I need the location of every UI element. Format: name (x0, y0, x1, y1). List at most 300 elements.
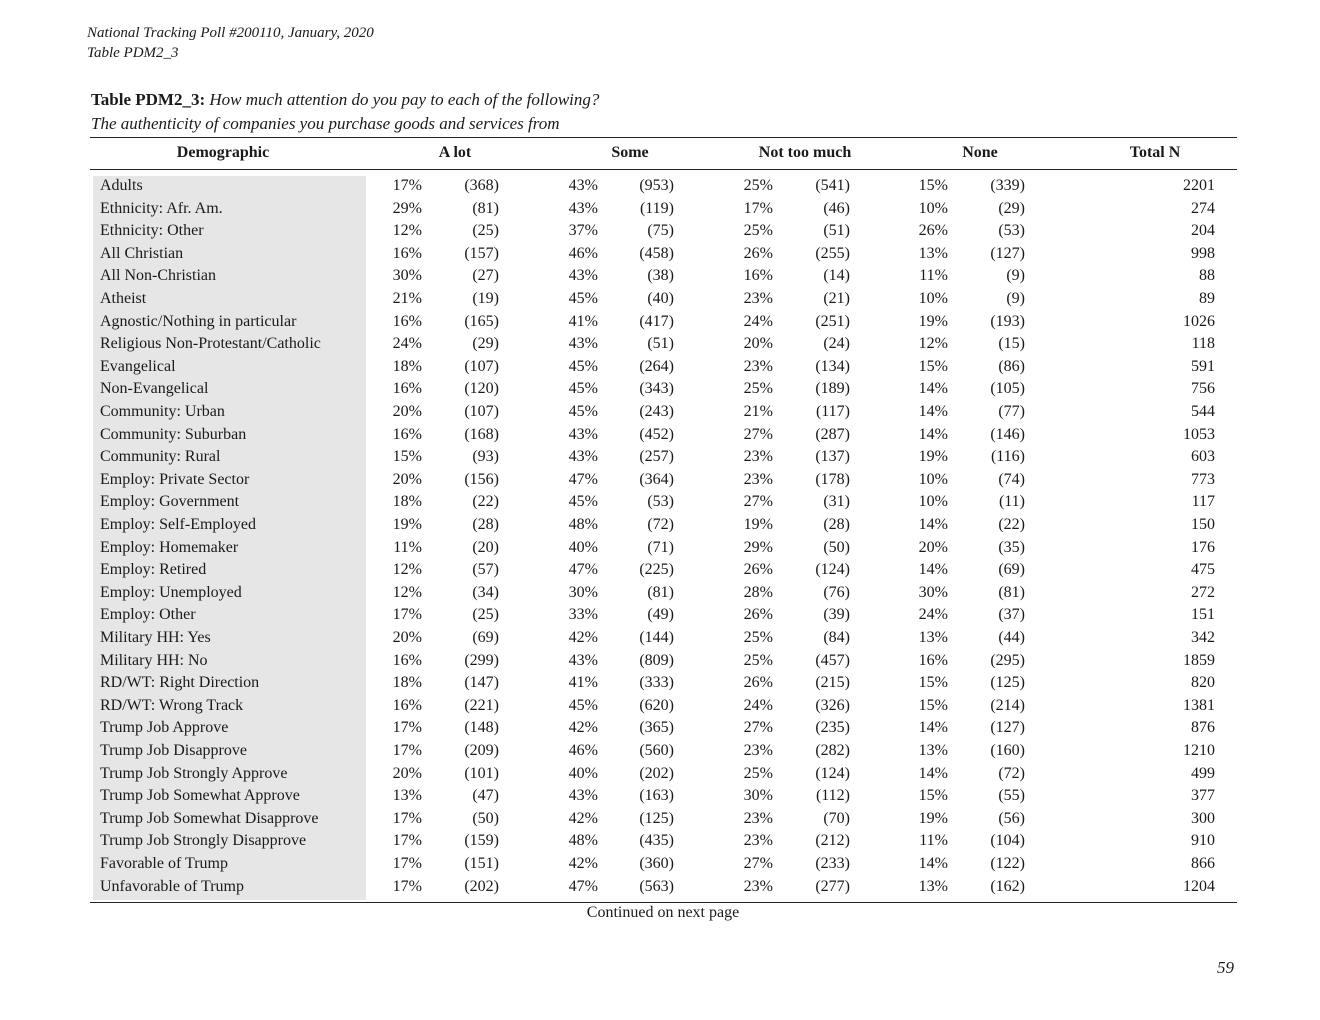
cell-total-n: 866 (1191, 855, 1215, 872)
cell-some-n: (435) (639, 832, 674, 850)
cell-some-n: (119) (639, 199, 674, 217)
cell-some-pct: 43% (568, 177, 598, 194)
cell-none-pct: 19% (918, 809, 948, 827)
cell-none-n: (56) (998, 809, 1025, 827)
table-row (0, 356, 1320, 379)
header-poll-title: National Tracking Poll #200110, January, 2020 (87, 25, 374, 41)
cell-not-too-much-n: (84) (823, 629, 850, 646)
cell-a-lot-n: (101) (464, 764, 499, 782)
cell-none-n: (81) (998, 583, 1025, 601)
cell-some-n: (225) (639, 561, 674, 579)
cell-some-n: (144) (639, 629, 674, 646)
cell-a-lot-n: (299) (464, 651, 499, 669)
cell-not-too-much-n: (70) (823, 809, 850, 827)
cell-none-n: (72) (998, 764, 1025, 782)
cell-total-n: 117 (1191, 493, 1215, 511)
cell-not-too-much-pct: 25% (743, 222, 773, 240)
cell-not-too-much-pct: 25% (743, 177, 773, 194)
cell-none-pct: 10% (918, 199, 948, 217)
cell-some-n: (360) (639, 855, 674, 872)
cell-a-lot-pct: 24% (392, 335, 422, 353)
cell-not-too-much-n: (255) (815, 244, 850, 262)
running-header (87, 23, 374, 63)
cell-some-pct: 45% (568, 380, 598, 398)
cell-none-pct: 13% (918, 877, 948, 895)
cell-none-n: (122) (990, 855, 1025, 872)
table-row (0, 537, 1320, 560)
row-label: Employ: Private Sector (100, 470, 250, 488)
cell-a-lot-pct: 13% (392, 787, 422, 805)
cell-not-too-much-n: (117) (815, 403, 850, 420)
cell-a-lot-pct: 19% (392, 516, 422, 533)
table-row (0, 785, 1320, 808)
cell-a-lot-pct: 16% (392, 696, 422, 714)
cell-some-pct: 40% (568, 538, 598, 556)
cell-none-n: (339) (990, 177, 1025, 194)
table-row (0, 808, 1320, 831)
cell-a-lot-n: (27) (472, 267, 499, 285)
row-label: Employ: Homemaker (100, 538, 239, 556)
col-header-not-too-much: Not too much (758, 144, 852, 161)
cell-not-too-much-n: (137) (815, 448, 850, 466)
cell-none-n: (77) (998, 403, 1025, 420)
cell-some-n: (809) (639, 651, 674, 669)
table-row (0, 401, 1320, 424)
cell-total-n: 1026 (1183, 312, 1215, 330)
cell-a-lot-n: (148) (464, 719, 499, 737)
cell-some-n: (75) (647, 222, 674, 240)
table-top-rule (90, 137, 1237, 138)
cell-not-too-much-pct: 23% (743, 877, 773, 895)
cell-a-lot-pct: 16% (392, 651, 422, 669)
cell-none-pct: 14% (918, 403, 948, 420)
cell-total-n: 272 (1191, 583, 1215, 601)
cell-a-lot-n: (159) (464, 832, 499, 850)
row-label: Employ: Government (100, 493, 240, 511)
cell-some-n: (458) (639, 244, 674, 262)
table-bottom-rule (90, 902, 1237, 903)
cell-total-n: 910 (1191, 832, 1215, 850)
cell-not-too-much-n: (124) (815, 561, 850, 579)
cell-not-too-much-n: (215) (815, 674, 850, 692)
cell-none-pct: 15% (918, 696, 948, 714)
caption-label: Table PDM2_3: (91, 90, 206, 109)
cell-some-n: (81) (647, 583, 674, 601)
cell-some-pct: 30% (568, 583, 598, 601)
cell-some-n: (125) (639, 809, 674, 827)
row-label: Employ: Retired (100, 561, 207, 579)
cell-none-n: (35) (998, 538, 1025, 556)
cell-a-lot-n: (151) (464, 855, 499, 872)
table-row (0, 378, 1320, 401)
cell-a-lot-n: (120) (464, 380, 499, 398)
cell-none-n: (74) (998, 470, 1025, 488)
cell-some-pct: 47% (568, 561, 598, 579)
row-label: Employ: Self-Employed (100, 516, 256, 533)
cell-total-n: 118 (1191, 335, 1215, 353)
cell-not-too-much-n: (178) (815, 470, 850, 488)
cell-some-pct: 43% (568, 335, 598, 353)
cell-a-lot-n: (20) (472, 538, 499, 556)
cell-not-too-much-n: (39) (823, 606, 850, 624)
cell-not-too-much-pct: 17% (743, 199, 773, 217)
cell-none-pct: 11% (919, 267, 948, 285)
cell-some-pct: 40% (568, 764, 598, 782)
cell-none-pct: 26% (918, 222, 948, 240)
col-header-demographic: Demographic (176, 144, 270, 161)
row-label: Trump Job Strongly Disapprove (100, 832, 307, 850)
cell-some-n: (163) (639, 787, 674, 805)
table-row (0, 627, 1320, 650)
cell-none-pct: 14% (918, 719, 948, 737)
cell-a-lot-pct: 11% (393, 538, 422, 556)
cell-a-lot-pct: 29% (392, 199, 422, 217)
cell-none-pct: 24% (918, 606, 948, 624)
cell-none-pct: 30% (918, 583, 948, 601)
table-row (0, 311, 1320, 334)
table-row (0, 717, 1320, 740)
cell-a-lot-n: (93) (472, 448, 499, 466)
row-label: Community: Urban (100, 403, 225, 420)
cell-none-pct: 14% (918, 516, 948, 533)
cell-some-n: (264) (639, 357, 674, 375)
table-row (0, 424, 1320, 447)
cell-some-pct: 41% (568, 312, 598, 330)
cell-a-lot-pct: 20% (392, 403, 422, 420)
row-label: Trump Job Somewhat Approve (100, 787, 300, 805)
row-label: Community: Suburban (100, 425, 247, 443)
cell-none-n: (55) (998, 787, 1025, 805)
cell-some-n: (364) (639, 470, 674, 488)
cell-not-too-much-n: (124) (815, 764, 850, 782)
caption-subtitle: The authenticity of companies you purchase goods and services from (91, 114, 560, 133)
cell-not-too-much-pct: 23% (743, 742, 773, 759)
cell-total-n: 204 (1191, 222, 1215, 240)
table-row (0, 604, 1320, 627)
row-label: All Non-Christian (100, 267, 216, 285)
cell-some-pct: 42% (568, 809, 598, 827)
cell-some-n: (953) (639, 177, 674, 194)
cell-total-n: 300 (1191, 809, 1215, 827)
cell-some-pct: 43% (568, 425, 598, 443)
cell-some-n: (343) (639, 380, 674, 398)
cell-some-n: (71) (647, 538, 674, 556)
cell-not-too-much-pct: 23% (743, 448, 773, 466)
cell-none-n: (22) (998, 516, 1025, 533)
cell-not-too-much-n: (326) (815, 696, 850, 714)
cell-some-pct: 43% (568, 199, 598, 217)
row-label: RD/WT: Wrong Track (100, 696, 244, 714)
table-row (0, 265, 1320, 288)
cell-not-too-much-pct: 27% (743, 719, 773, 737)
cell-none-n: (295) (990, 651, 1025, 669)
cell-not-too-much-pct: 23% (743, 357, 773, 375)
cell-none-n: (104) (990, 832, 1025, 850)
cell-total-n: 998 (1191, 244, 1215, 262)
cell-not-too-much-pct: 25% (743, 380, 773, 398)
table-header-rule (90, 169, 1237, 170)
cell-some-pct: 48% (568, 832, 598, 850)
cell-total-n: 377 (1191, 787, 1215, 805)
cell-some-pct: 47% (568, 470, 598, 488)
cell-not-too-much-pct: 26% (743, 244, 773, 262)
row-label: Favorable of Trump (100, 855, 228, 872)
cell-none-pct: 14% (918, 855, 948, 872)
cell-none-pct: 19% (918, 312, 948, 330)
cell-not-too-much-pct: 19% (743, 516, 773, 533)
cell-none-pct: 13% (918, 742, 948, 759)
cell-some-pct: 37% (568, 222, 598, 240)
cell-none-pct: 14% (918, 764, 948, 782)
cell-total-n: 475 (1191, 561, 1215, 579)
row-label: Employ: Unemployed (100, 583, 242, 601)
cell-a-lot-n: (47) (472, 787, 499, 805)
cell-not-too-much-n: (287) (815, 425, 850, 443)
cell-a-lot-n: (209) (464, 742, 499, 759)
cell-none-n: (116) (990, 448, 1025, 466)
cell-some-n: (563) (639, 877, 674, 895)
cell-a-lot-n: (22) (472, 493, 499, 511)
cell-not-too-much-pct: 23% (743, 470, 773, 488)
cell-some-pct: 43% (568, 787, 598, 805)
cell-some-pct: 41% (568, 674, 598, 692)
table-row (0, 853, 1320, 876)
table-row (0, 198, 1320, 221)
cell-a-lot-n: (107) (464, 403, 499, 420)
table-row (0, 650, 1320, 673)
cell-a-lot-n: (25) (472, 606, 499, 624)
cell-total-n: 773 (1191, 470, 1215, 488)
cell-a-lot-n: (57) (472, 561, 499, 579)
row-label: Trump Job Disapprove (100, 742, 247, 759)
cell-a-lot-n: (34) (472, 583, 499, 601)
row-label: Atheist (100, 290, 147, 307)
cell-none-n: (86) (998, 357, 1025, 375)
cell-none-n: (127) (990, 244, 1025, 262)
col-header-total-n: Total N (1129, 144, 1181, 161)
row-label: Military HH: No (100, 651, 208, 669)
cell-some-n: (452) (639, 425, 674, 443)
cell-a-lot-n: (28) (472, 516, 499, 533)
cell-not-too-much-n: (14) (823, 267, 850, 285)
continued-note: Continued on next page (586, 904, 740, 921)
cell-some-n: (202) (639, 764, 674, 782)
cell-some-n: (38) (647, 267, 674, 285)
cell-none-n: (105) (990, 380, 1025, 398)
row-label: Trump Job Approve (100, 719, 229, 737)
cell-a-lot-n: (81) (472, 199, 499, 217)
cell-total-n: 1204 (1183, 877, 1215, 895)
cell-some-n: (257) (639, 448, 674, 466)
cell-a-lot-pct: 12% (392, 222, 422, 240)
cell-none-pct: 14% (918, 561, 948, 579)
cell-none-pct: 19% (918, 448, 948, 466)
cell-a-lot-n: (69) (472, 629, 499, 646)
row-label: Trump Job Somewhat Disapprove (100, 809, 319, 827)
table-row (0, 288, 1320, 311)
cell-total-n: 603 (1191, 448, 1215, 466)
cell-some-pct: 43% (568, 267, 598, 285)
table-row (0, 695, 1320, 718)
cell-some-pct: 48% (568, 516, 598, 533)
cell-total-n: 88 (1199, 267, 1215, 285)
cell-a-lot-pct: 17% (392, 877, 422, 895)
table-row (0, 243, 1320, 266)
table-row (0, 175, 1320, 198)
cell-none-pct: 14% (918, 380, 948, 398)
cell-not-too-much-pct: 29% (743, 538, 773, 556)
cell-some-n: (51) (647, 335, 674, 353)
row-label: Unfavorable of Trump (100, 877, 244, 895)
row-label: Adults (100, 177, 143, 194)
cell-some-n: (417) (639, 312, 674, 330)
cell-not-too-much-n: (28) (823, 516, 850, 533)
cell-none-n: (9) (1006, 290, 1025, 307)
cell-none-n: (160) (990, 742, 1025, 759)
cell-not-too-much-pct: 21% (743, 403, 773, 420)
cell-some-n: (53) (647, 493, 674, 511)
cell-not-too-much-n: (457) (815, 651, 850, 669)
cell-none-n: (125) (990, 674, 1025, 692)
cell-some-pct: 42% (568, 719, 598, 737)
cell-none-n: (146) (990, 425, 1025, 443)
cell-some-n: (365) (639, 719, 674, 737)
row-label: Evangelical (100, 357, 176, 375)
cell-none-n: (11) (998, 493, 1025, 511)
cell-not-too-much-n: (76) (823, 583, 850, 601)
table-row (0, 514, 1320, 537)
cell-not-too-much-n: (189) (815, 380, 850, 398)
cell-a-lot-n: (165) (464, 312, 499, 330)
row-label: Ethnicity: Other (100, 222, 204, 240)
cell-a-lot-pct: 18% (392, 493, 422, 511)
cell-not-too-much-n: (541) (815, 177, 850, 194)
cell-a-lot-n: (157) (464, 244, 499, 262)
cell-none-pct: 13% (918, 629, 948, 646)
table-row (0, 876, 1320, 899)
cell-total-n: 756 (1191, 380, 1215, 398)
cell-not-too-much-pct: 26% (743, 561, 773, 579)
cell-not-too-much-pct: 20% (743, 335, 773, 353)
table-caption (91, 88, 599, 136)
cell-total-n: 1859 (1183, 651, 1215, 669)
cell-total-n: 274 (1191, 199, 1215, 217)
row-label: Military HH: Yes (100, 629, 211, 646)
cell-none-pct: 15% (918, 674, 948, 692)
cell-none-pct: 10% (918, 290, 948, 307)
cell-total-n: 591 (1191, 357, 1215, 375)
cell-not-too-much-n: (31) (823, 493, 850, 511)
cell-a-lot-pct: 17% (392, 832, 422, 850)
cell-some-n: (620) (639, 696, 674, 714)
cell-not-too-much-n: (251) (815, 312, 850, 330)
cell-some-pct: 45% (568, 357, 598, 375)
cell-a-lot-n: (202) (464, 877, 499, 895)
cell-none-pct: 15% (918, 177, 948, 194)
cell-none-n: (162) (990, 877, 1025, 895)
cell-total-n: 1381 (1183, 696, 1215, 714)
cell-total-n: 1210 (1183, 742, 1215, 759)
cell-not-too-much-pct: 30% (743, 787, 773, 805)
cell-a-lot-pct: 20% (392, 629, 422, 646)
cell-not-too-much-n: (112) (815, 787, 850, 805)
cell-none-n: (44) (998, 629, 1025, 646)
cell-a-lot-pct: 15% (392, 448, 422, 466)
cell-some-n: (49) (647, 606, 674, 624)
cell-a-lot-n: (29) (472, 335, 499, 353)
table-row (0, 491, 1320, 514)
cell-a-lot-n: (221) (464, 696, 499, 714)
row-label: RD/WT: Right Direction (100, 674, 260, 692)
cell-a-lot-n: (25) (472, 222, 499, 240)
cell-not-too-much-n: (233) (815, 855, 850, 872)
cell-a-lot-pct: 30% (392, 267, 422, 285)
cell-none-n: (193) (990, 312, 1025, 330)
cell-some-pct: 43% (568, 651, 598, 669)
cell-not-too-much-pct: 26% (743, 674, 773, 692)
cell-not-too-much-n: (46) (823, 199, 850, 217)
cell-none-pct: 10% (918, 493, 948, 511)
cell-some-pct: 45% (568, 403, 598, 420)
cell-none-n: (69) (998, 561, 1025, 579)
cell-a-lot-pct: 17% (392, 855, 422, 872)
cell-a-lot-pct: 18% (392, 357, 422, 375)
cell-a-lot-n: (19) (472, 290, 499, 307)
cell-none-pct: 20% (918, 538, 948, 556)
cell-not-too-much-pct: 25% (743, 764, 773, 782)
cell-some-pct: 33% (568, 606, 598, 624)
cell-not-too-much-pct: 27% (743, 855, 773, 872)
cell-none-pct: 14% (918, 425, 948, 443)
cell-a-lot-pct: 16% (392, 312, 422, 330)
row-label: Ethnicity: Afr. Am. (100, 199, 223, 217)
cell-some-pct: 43% (568, 448, 598, 466)
row-label: Trump Job Strongly Approve (100, 764, 288, 782)
cell-not-too-much-pct: 23% (743, 809, 773, 827)
cell-total-n: 89 (1199, 290, 1215, 307)
cell-not-too-much-n: (50) (823, 538, 850, 556)
cell-a-lot-pct: 20% (392, 470, 422, 488)
cell-a-lot-n: (50) (472, 809, 499, 827)
cell-a-lot-pct: 16% (392, 380, 422, 398)
row-label: Community: Rural (100, 448, 221, 466)
cell-not-too-much-n: (21) (823, 290, 850, 307)
cell-none-pct: 16% (918, 651, 948, 669)
caption-question: How much attention do you pay to each of the following? (209, 90, 600, 109)
cell-none-n: (214) (990, 696, 1025, 714)
cell-a-lot-pct: 17% (392, 809, 422, 827)
cell-not-too-much-pct: 23% (743, 290, 773, 307)
col-header-a-lot: A lot (438, 144, 472, 161)
cell-none-n: (29) (998, 199, 1025, 217)
table-row (0, 740, 1320, 763)
cell-a-lot-pct: 20% (392, 764, 422, 782)
cell-not-too-much-pct: 23% (743, 832, 773, 850)
cell-a-lot-n: (368) (464, 177, 499, 194)
row-label: Religious Non-Protestant/Catholic (100, 335, 321, 353)
cell-not-too-much-n: (277) (815, 877, 850, 895)
cell-not-too-much-n: (51) (823, 222, 850, 240)
cell-total-n: 151 (1191, 606, 1215, 624)
cell-a-lot-pct: 21% (392, 290, 422, 307)
table-row (0, 672, 1320, 695)
cell-some-n: (560) (639, 742, 674, 759)
cell-none-pct: 15% (918, 357, 948, 375)
cell-not-too-much-pct: 24% (743, 312, 773, 330)
col-header-none: None (962, 144, 998, 161)
cell-a-lot-pct: 16% (392, 244, 422, 262)
cell-a-lot-pct: 17% (392, 719, 422, 737)
